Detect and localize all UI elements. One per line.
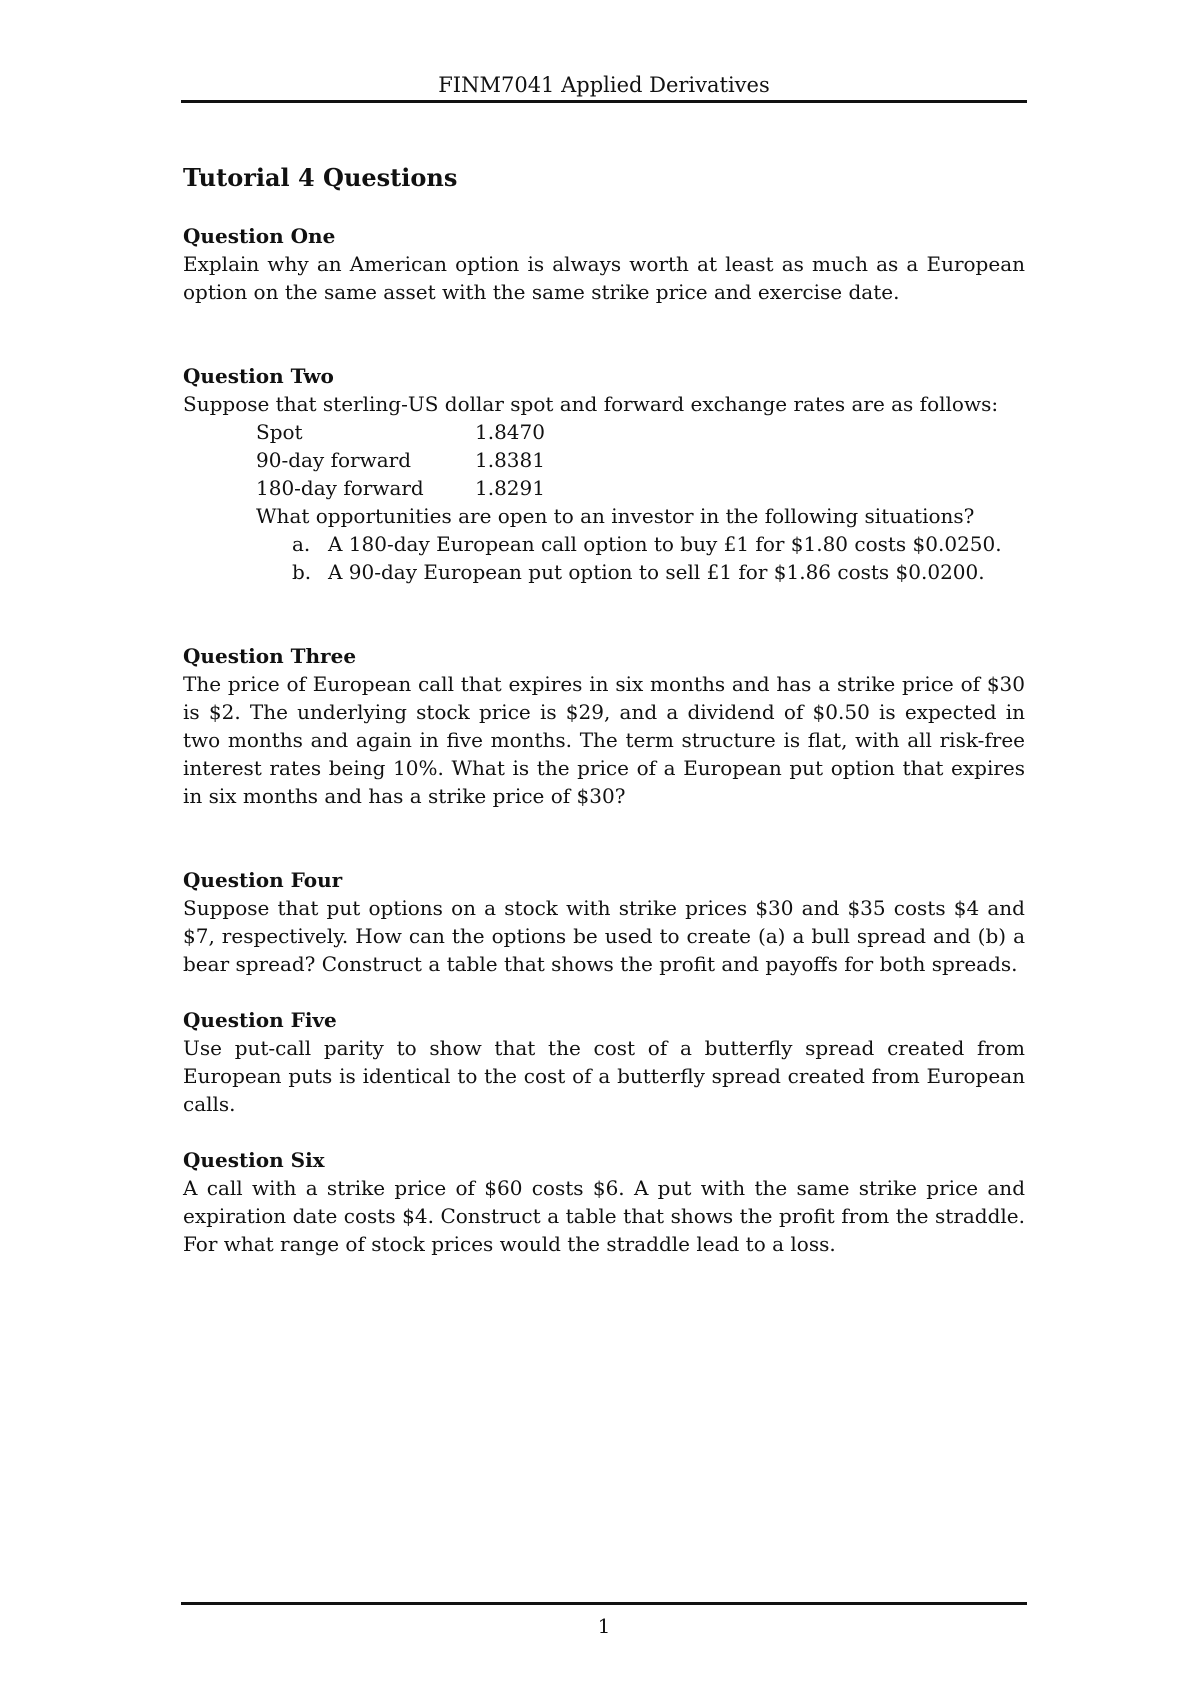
question-text: Suppose that put options on a stock with strike prices $30 and $35 costs $4 and $7, respectively. How can the options be used to create (a) a bull spread and (b) a bear spread? Construct a table that shows the profit and payoffs for both spreads. [183,896,1025,976]
question-two [183,362,1025,586]
rate-label: 90-day forward [256,448,411,472]
question-four [183,866,1025,978]
rate-row [256,418,1025,446]
question-text: Use put-call parity to show that the cost of a butterfly spread created from European puts is identical to the cost of a butterfly spread created from European calls. [183,1036,1025,1116]
question-five [183,1006,1025,1118]
question-six [183,1146,1025,1258]
list-item-text: A 180-day European call option to buy £1 for $1.80 costs $0.0250. [328,532,1002,556]
list-marker: b. [292,560,312,584]
rate-row [256,446,1025,474]
footer-rule [181,1602,1027,1605]
rate-label: 180-day forward [256,476,424,500]
situation-list [292,530,1025,586]
question-text: A call with a strike price of $60 costs $6. A put with the same strike price and expiration date costs $4. Construct a table that shows the profit from the straddle. For what range of stock prices would the straddle lead to a loss. [183,1176,1025,1256]
question-heading: Question Six [183,1148,325,1172]
running-header: FINM7041 Applied Derivatives [438,73,770,97]
list-item [292,530,1025,558]
exchange-rate-list [256,418,1025,502]
question-heading: Question Two [183,364,334,388]
question-heading: Question Four [183,868,343,892]
question-heading: Question One [183,224,336,248]
question-three [183,642,1025,810]
list-item-text: A 90-day European put option to sell £1 for $1.86 costs $0.0200. [328,560,985,584]
list-marker: a. [292,532,311,556]
question-text: The price of European call that expires in six months and has a strike price of $30 is $2. The underlying stock price is $29, and a dividend of $0.50 is expected in two months and again in five months. The term structure is flat, with all risk-free interest rates being 10%. What is the price of a European put option that expires in six months and has a strike price of $30? [183,672,1025,808]
page-title: Tutorial 4 Questions [183,163,458,192]
document-body [183,163,1025,1286]
header-rule [181,100,1027,103]
question-heading: Question Three [183,644,357,668]
question-text: Explain why an American option is always worth at least as much as a European option on the same asset with the same strike price and exercise date. [183,252,1025,304]
question-heading: Question Five [183,1008,337,1032]
list-item [292,558,1025,586]
question-one [183,222,1025,306]
question-prompt: What opportunities are open to an investor in the following situations? [256,504,975,528]
rate-label: Spot [256,420,303,444]
rate-value: 1.8291 [475,476,545,500]
rate-row [256,474,1025,502]
page-number: 1 [597,1614,611,1638]
rate-value: 1.8470 [475,420,545,444]
question-intro: Suppose that sterling-US dollar spot and forward exchange rates are as follows: [183,392,999,416]
rate-value: 1.8381 [475,448,545,472]
